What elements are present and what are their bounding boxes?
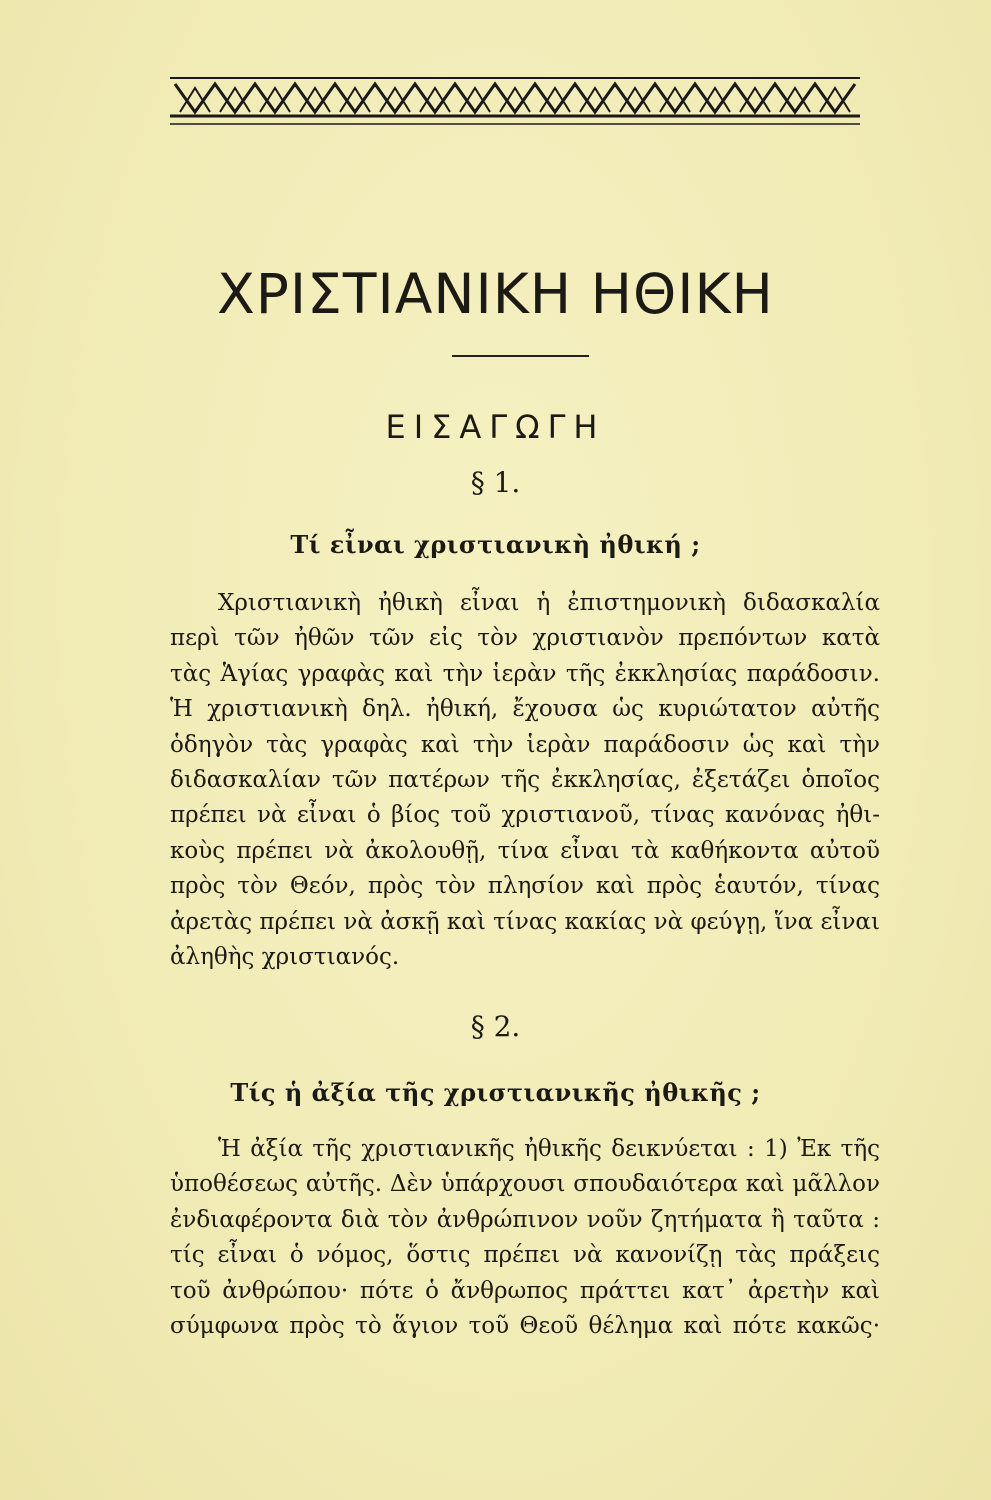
text-line: ἀληθὴς χριστιανός. bbox=[170, 944, 400, 971]
question-heading-2: Τίς ἡ ἀξία τῆς χριστιανικῆς ἠθικῆς ; bbox=[230, 1078, 761, 1107]
title-rule bbox=[452, 355, 589, 357]
text-line: πρὸς τὸν Θεόν, πρὸς τὸν πλησίον καὶ πρὸς ἑαυτόν, τίνας bbox=[170, 873, 880, 900]
paragraph-mark-1: § 1. bbox=[470, 466, 521, 499]
text-line: κοὺς πρέπει νὰ ἀκολουθῇ, τίνα εἶναι τὰ καθήκοντα αὐτοῦ bbox=[170, 837, 880, 864]
text-line: τίς εἶναι ὁ νόμος, ὅστις πρέπει νὰ κανονίζῃ τὰς πράξεις bbox=[170, 1242, 880, 1269]
text-line: ὑποθέσεως αὐτῆς. Δὲν ὑπάρχουσι σπουδαιότερα καὶ μᾶλλον bbox=[170, 1171, 880, 1198]
text-line: Ἡ χριστιανικὴ δηλ. ἠθική, ἔχουσα ὡς κυριώτατον αὐτῆς bbox=[170, 696, 880, 723]
text-line: τοῦ ἀνθρώπου· πότε ὁ ἄνθρωπος πράττει κατ᾽ ἀρετὴν καὶ bbox=[170, 1277, 880, 1304]
question-heading-1: Τί εἶναι χριστιανικὴ ἠθική ; bbox=[290, 530, 701, 559]
section-heading: ΕΙΣΑΓΩΓΗ bbox=[385, 408, 606, 446]
text-line: ὁδηγὸν τὰς γραφὰς καὶ τὴν ἱερὰν παράδοσιν ὡς καὶ τὴν bbox=[170, 731, 880, 758]
page-title: ΧΡΙΣΤΙΑΝΙΚΗ ΗΘΙΚΗ bbox=[217, 262, 774, 326]
section-1-body bbox=[170, 586, 880, 975]
section-2-body bbox=[170, 1132, 880, 1344]
text-line: διδασκαλίαν τῶν πατέρων τῆς ἐκκλησίας, ἐξετάζει ὁποῖος bbox=[170, 767, 880, 794]
text-line: Χριστιανικὴ ἠθικὴ εἶναι ἡ ἐπιστημονικὴ διδασκαλία bbox=[218, 590, 880, 616]
paragraph-mark-2: § 2. bbox=[470, 1010, 521, 1043]
text-line: ἐνδιαφέροντα διὰ τὸν ἀνθρώπινον νοῦν ζητήματα ἢ ταῦτα : bbox=[170, 1206, 880, 1233]
text-line: σύμφωνα πρὸς τὸ ἅγιον τοῦ Θεοῦ θέλημα καὶ πότε κακῶς· bbox=[170, 1313, 880, 1340]
text-line: τὰς Ἁγίας γραφὰς καὶ τὴν ἱερὰν τῆς ἐκκλησίας παράδοσιν. bbox=[170, 660, 880, 687]
decorative-border-ornament bbox=[170, 72, 860, 132]
text-line: περὶ τῶν ἠθῶν τῶν εἰς τὸν χριστιανὸν πρεπόντων κατὰ bbox=[170, 625, 880, 652]
text-line: πρέπει νὰ εἶναι ὁ βίος τοῦ χριστιανοῦ, τίνας κανόνας ἠθι- bbox=[170, 802, 880, 829]
text-line: ἀρετὰς πρέπει νὰ ἀσκῇ καὶ τίνας κακίας νὰ φεύγῃ, ἵνα εἶναι bbox=[170, 908, 880, 935]
text-line: Ἡ ἀξία τῆς χριστιανικῆς ἠθικῆς δεικνύεται : 1) Ἐκ τῆς bbox=[218, 1136, 880, 1162]
